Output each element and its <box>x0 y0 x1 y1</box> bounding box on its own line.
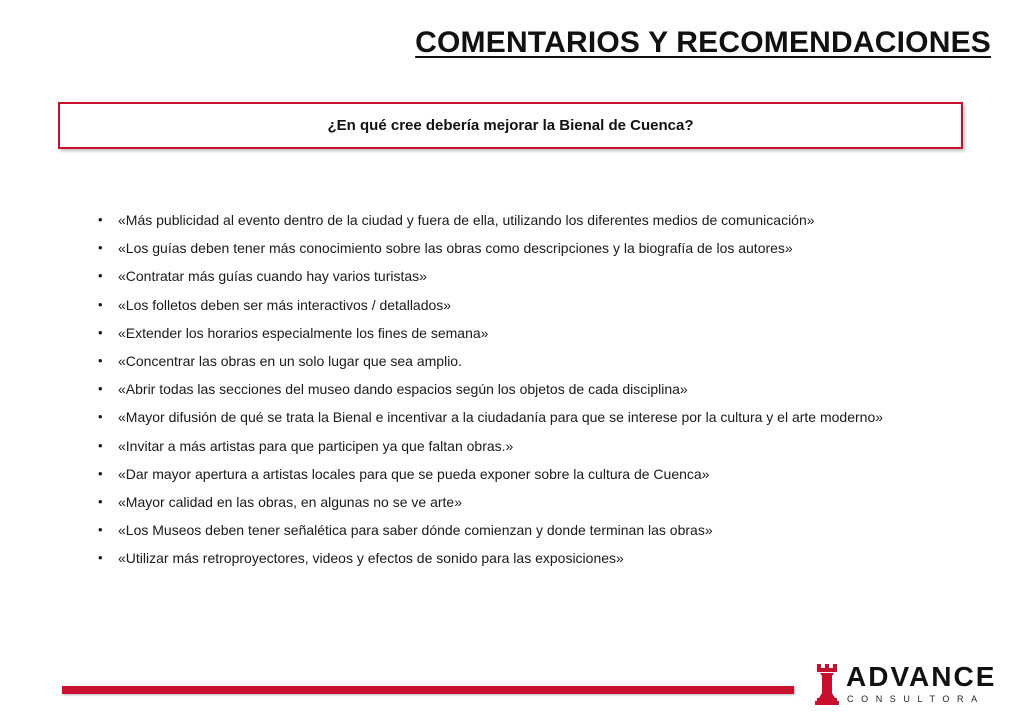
list-item: • «Utilizar más retroproyectores, videos y efectos de sonido para las exposiciones» <box>98 544 883 572</box>
list-item: • «Mayor calidad en las obras, en algunas no se ve arte» <box>98 488 883 516</box>
logo-tagline: CONSULTORA <box>847 694 985 704</box>
page-title: COMENTARIOS Y RECOMENDACIONES <box>415 26 991 59</box>
rook-icon <box>814 662 840 706</box>
question-text: ¿En qué cree debería mejorar la Bienal de Cuenca? <box>327 117 694 134</box>
list-item: • «Invitar a más artistas para que participen ya que faltan obras.» <box>98 432 883 460</box>
list-item: • «Concentrar las obras en un solo lugar que sea amplio. <box>98 347 883 375</box>
list-item: • «Mayor difusión de qué se trata la Bienal e incentivar a la ciudadanía para que se interese por la cultura y el arte moderno» <box>98 403 883 431</box>
list-item: • «Más publicidad al evento dentro de la ciudad y fuera de ella, utilizando los diferentes medios de comunicación» <box>98 206 883 234</box>
footer-accent-bar <box>62 686 794 694</box>
list-item: • «Dar mayor apertura a artistas locales para que se pueda exponer sobre la cultura de Cuenca» <box>98 460 883 488</box>
question-box <box>58 102 963 149</box>
list-item: • «Los folletos deben ser más interactivos / detallados» <box>98 291 883 319</box>
list-item: • «Los guías deben tener más conocimiento sobre las obras como descripciones y la biografía de los autores» <box>98 234 883 262</box>
comments-list <box>98 206 883 573</box>
list-item: • «Contratar más guías cuando hay varios turistas» <box>98 262 883 290</box>
company-logo <box>814 662 996 706</box>
list-item: • «Abrir todas las secciones del museo dando espacios según los objetos de cada disciplina» <box>98 375 883 403</box>
list-item: • «Los Museos deben tener señalética para saber dónde comienzan y donde terminan las obras» <box>98 516 883 544</box>
list-item: • «Extender los horarios especialmente los fines de semana» <box>98 319 883 347</box>
logo-brand: ADVANCE <box>846 661 997 692</box>
